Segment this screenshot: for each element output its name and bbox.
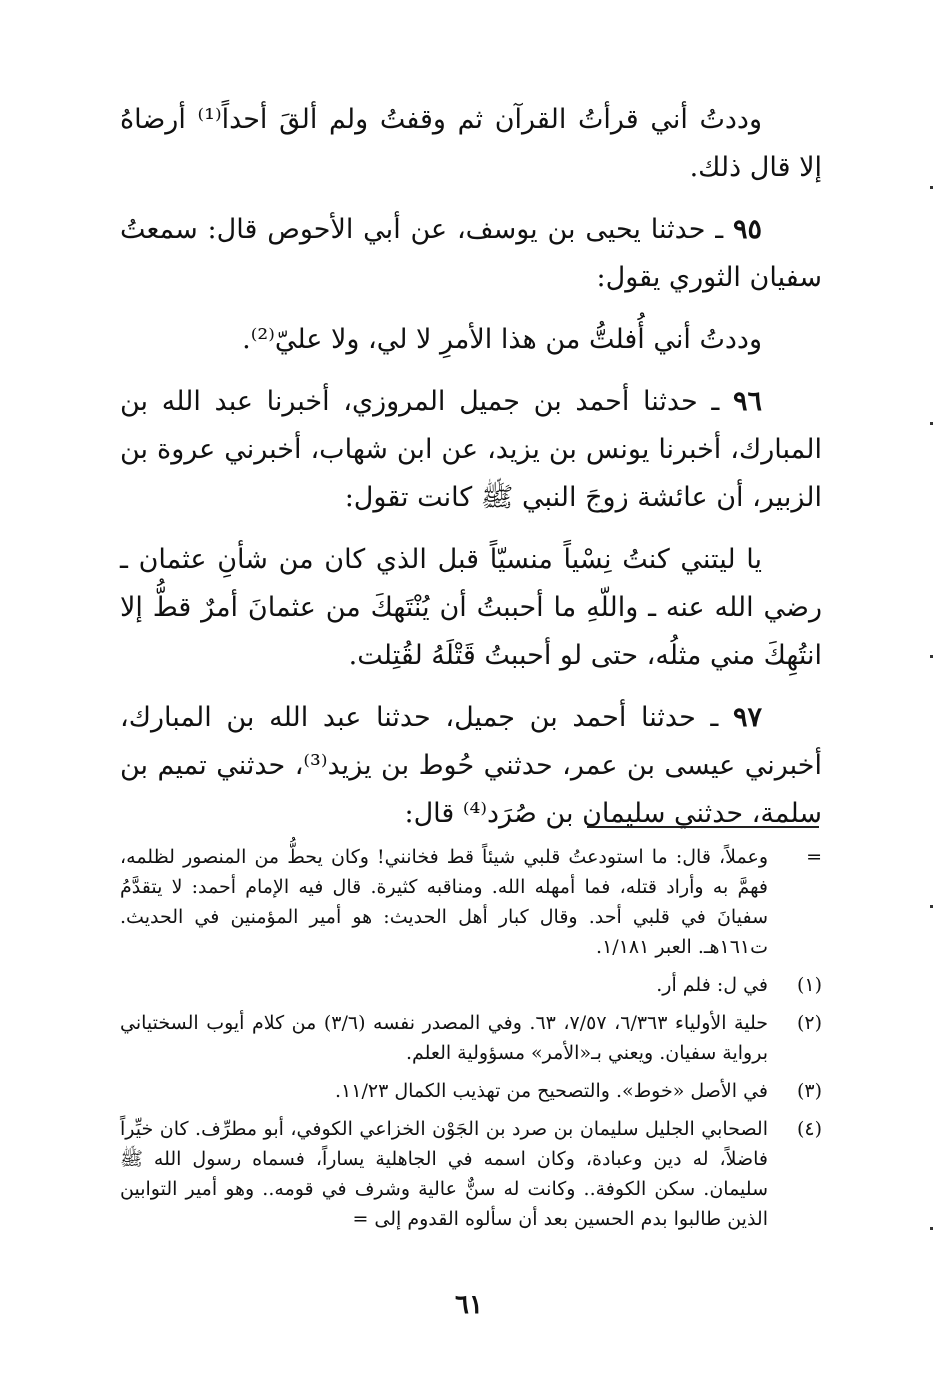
main-text	[120, 96, 822, 852]
footnote	[120, 970, 822, 1000]
margin-mark	[930, 186, 933, 189]
footnote-separator	[587, 826, 819, 828]
footnote-mark: (٤)	[796, 1118, 822, 1140]
narration-number: ٩٦	[732, 386, 762, 417]
footnote-mark: (٣)	[796, 1080, 822, 1102]
footnote-mark: =	[806, 846, 822, 868]
numbered-paragraph	[120, 694, 822, 838]
margin-mark	[930, 905, 933, 908]
paragraph-text: ـ حدثنا أحمد بن جميل المروزي، أخبرنا عبد الله بن المبارك، أخبرنا يونس بن يزيد، عن ابن شهاب، أخبرني عروة بن الزبير، أن عائشة زوجَ النبي ﷺ كانت تقول:	[120, 386, 822, 513]
paragraph	[120, 96, 822, 192]
margin-mark	[930, 655, 933, 658]
footnote	[120, 1076, 822, 1106]
paragraph	[120, 536, 822, 680]
paragraph-text: يا ليتني كنتُ نِسْياً منسيّاً قبل الذي كان من شأنِ عثمان ـ رضي الله عنه ـ واللّهِ ما أحببتُ أن يُنْتَهكَ من عثمانَ أمرٌ قطُّ إلا انتُهِكَ مني مثلُه، حتى لو أحببتُ قَتْلَهُ لقُتِلت.	[120, 544, 822, 671]
footnote-mark: (٢)	[796, 1012, 822, 1034]
footnote-text: في الأصل «خوط». والتصحيح من تهذيب الكمال ١١/٢٣.	[335, 1080, 768, 1102]
footnote-text: حلية الأولياء ٦/٣٦٣، ٧/٥٧، ٦٣. وفي المصدر نفسه (٣/٦) من كلام أيوب السختياني برواية سفيان. ويعني بـ«الأمر» مسؤولية العلم.	[120, 1012, 769, 1064]
footnote-text: وعملاً، قال: ما استودعتُ قلبي شيئاً قط فخانني! وكان يحطُّ من المنصور لظلمه، فهمَّ به وأراد قتله، فما أمهله الله. ومناقبه كثيرة. قال فيه الإمام أحمد: لا يتقدَّمُ سفيانَ في قلبي أحد. وقال كبار أهل الحديث: هو أمير المؤمنين في الحديث. ت١٦١هـ. العبر ١/١٨١.	[120, 846, 768, 958]
footnotes	[120, 842, 822, 1242]
footnote-text: في ل: فلم أر.	[656, 974, 768, 996]
numbered-paragraph	[120, 378, 822, 522]
paragraph	[120, 316, 822, 364]
paragraph-text: ـ حدثنا يحيى بن يوسف، عن أبي الأحوص قال: سمعتُ سفيان الثوري يقول:	[120, 214, 822, 293]
numbered-paragraph	[120, 206, 822, 302]
narration-number: ٩٥	[732, 214, 762, 245]
paragraph-text: وددتُ أني قرأتُ القرآن ثم وقفتُ ولم ألقَ أحداً⁽¹⁾ أرضاهُ إلا قال ذلك.	[120, 104, 822, 183]
footnote	[120, 1008, 822, 1068]
footnote	[120, 1114, 822, 1234]
page-number: ٦١	[455, 1290, 483, 1320]
paragraph-text: وددتُ أني أُفلتُّ من هذا الأمرِ لا لي، ولا عليّ⁽²⁾.	[242, 324, 762, 355]
margin-mark	[930, 1227, 933, 1230]
footnote-mark: (١)	[796, 974, 822, 996]
narration-number: ٩٧	[732, 702, 762, 733]
margin-mark	[930, 422, 933, 425]
paragraph-text: ـ حدثنا أحمد بن جميل، حدثنا عبد الله بن المبارك، أخبرني عيسى بن عمر، حدثني حُوط بن يزيد⁽³⁾، حدثني تميم بن سلمة، حدثني سليمان بن صُرَد⁽⁴⁾ قال:	[120, 702, 822, 829]
footnote	[120, 842, 822, 962]
footnote-text: الصحابي الجليل سليمان بن صرد بن الجَوْن الخزاعي الكوفي، أبو مطرِّف. كان خيِّراً فاضلاً، له دين وعبادة، وكان اسمه في الجاهلية يساراً، فسماه رسول الله ﷺ سليمان. سكن الكوفة.. وكانت له سنٌّ عالية وشرف في قومه.. وهو أمير التوابين الذين طالبوا بدم الحسين بعد أن سألوه القدوم إلى =	[120, 1118, 768, 1230]
